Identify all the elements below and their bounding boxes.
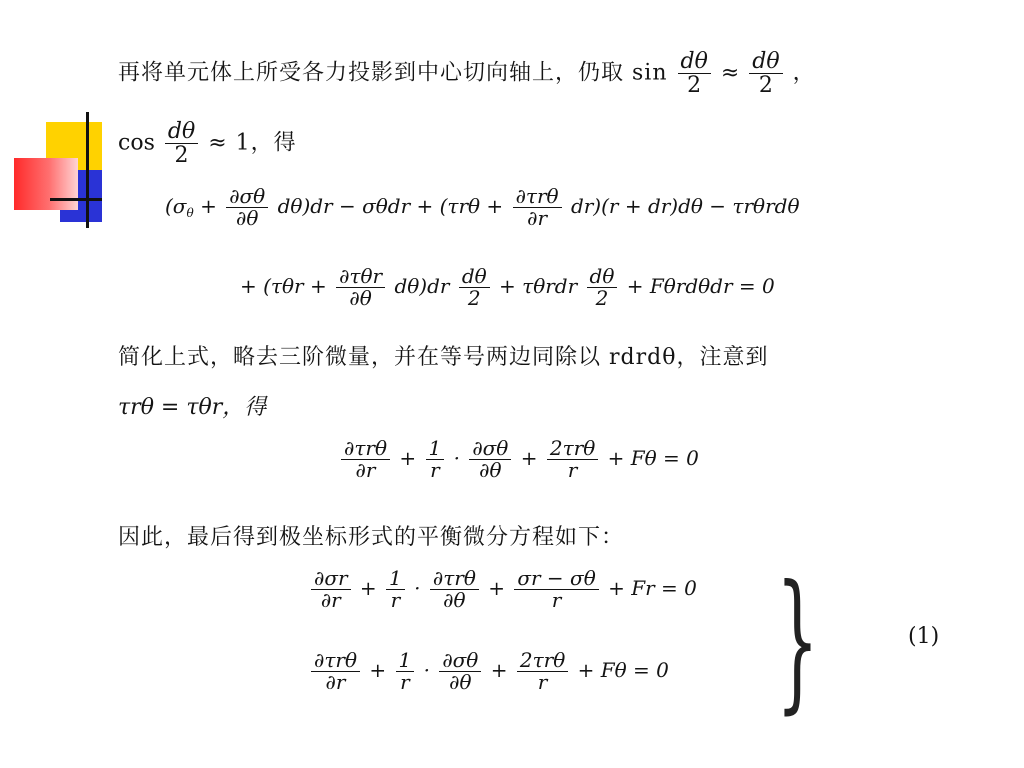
system-equation-1 bbox=[308, 568, 697, 611]
fraction-denominator: ∂r bbox=[527, 206, 548, 230]
fraction-numerator: ∂τθr bbox=[336, 266, 385, 288]
eq3-fraction-4 bbox=[547, 438, 598, 481]
text-line-5: 因此，最后得到极坐标形式的平衡微分方程如下： bbox=[118, 525, 625, 550]
sys1-plus-2: + bbox=[488, 576, 505, 600]
sys2-tail: + Fθ = 0 bbox=[577, 658, 669, 682]
eq1-plus: + bbox=[200, 194, 217, 218]
fraction-denominator: 2 bbox=[758, 73, 773, 99]
sys2-plus-1: + bbox=[369, 658, 387, 682]
equation-number: (1) bbox=[908, 624, 940, 649]
fraction-numerator: dθ bbox=[678, 50, 711, 74]
fraction-denominator: ∂θ bbox=[479, 458, 502, 482]
fraction-denominator: 2 bbox=[174, 143, 189, 169]
fraction-numerator: 2τrθ bbox=[547, 438, 598, 460]
sys1-fraction-3 bbox=[430, 568, 479, 611]
fraction-denominator: r bbox=[400, 670, 410, 694]
eq1-part-c: dθ)dr − σθdr + (τrθ + bbox=[277, 194, 504, 218]
sys1-dot: · bbox=[414, 576, 421, 600]
eq2-part-a: + (τθr + bbox=[240, 274, 327, 298]
equation-1 bbox=[165, 186, 800, 229]
fraction-numerator: σr − σθ bbox=[514, 568, 598, 590]
sys1-tail: + Fr = 0 bbox=[608, 576, 697, 600]
fraction-numerator: ∂σθ bbox=[439, 650, 481, 672]
fraction-numerator: ∂τrθ bbox=[341, 438, 390, 460]
eq2-part-d: + Fθrdθdr = 0 bbox=[626, 274, 775, 298]
eq1-part-d: dr)(r + dr)dθ − τrθrdθ bbox=[570, 194, 800, 218]
approx-one-text: ≈ 1，得 bbox=[208, 130, 297, 156]
eq3-plus-1: + bbox=[399, 446, 417, 470]
fraction-denominator: ∂θ bbox=[349, 286, 372, 310]
eq2-fraction-2 bbox=[459, 266, 490, 309]
sys2-fraction-2 bbox=[396, 650, 415, 693]
fraction-dtheta-over-2-c bbox=[165, 120, 198, 167]
eq3-plus-2: + bbox=[520, 446, 538, 470]
equation-3 bbox=[338, 438, 699, 481]
text-line-2 bbox=[118, 120, 297, 167]
text-line-1 bbox=[118, 50, 815, 97]
eq1-part-a: (σ bbox=[165, 194, 187, 218]
text-line-4: τrθ = τθr，得 bbox=[118, 395, 267, 420]
fraction-numerator: ∂σr bbox=[311, 568, 351, 590]
fraction-denominator: r bbox=[390, 588, 401, 612]
fraction-denominator: r bbox=[537, 670, 548, 694]
fraction-numerator: ∂τrθ bbox=[311, 650, 360, 672]
eq2-fraction-1 bbox=[336, 266, 385, 309]
comma: ， bbox=[792, 60, 815, 86]
sys1-fraction-1 bbox=[311, 568, 351, 611]
fraction-numerator: 1 bbox=[396, 650, 415, 672]
fraction-dtheta-over-2 bbox=[678, 50, 711, 97]
fraction-numerator: 1 bbox=[386, 568, 405, 590]
fraction-numerator: dθ bbox=[459, 266, 490, 288]
system-brace: } bbox=[776, 554, 819, 728]
fraction-numerator: ∂σθ bbox=[226, 186, 268, 208]
eq3-tail: + Fθ = 0 bbox=[607, 446, 699, 470]
eq2-part-b: dθ)dr bbox=[394, 274, 450, 298]
fraction-numerator: 2τrθ bbox=[517, 650, 568, 672]
eq2-part-c: + τθrdr bbox=[499, 274, 578, 298]
sys2-fraction-1 bbox=[311, 650, 360, 693]
fraction-numerator: dθ bbox=[165, 120, 198, 144]
fraction-numerator: ∂τrθ bbox=[513, 186, 562, 208]
sys1-plus-1: + bbox=[359, 576, 377, 600]
sys2-dot: · bbox=[423, 658, 430, 682]
eq3-fraction-3 bbox=[469, 438, 511, 481]
fraction-denominator: ∂θ bbox=[236, 206, 259, 230]
sys2-fraction-3 bbox=[439, 650, 481, 693]
eq1-fraction-1 bbox=[226, 186, 268, 229]
fraction-denominator: 2 bbox=[687, 73, 702, 99]
eq2-fraction-3 bbox=[587, 266, 618, 309]
eq3-dot: · bbox=[453, 446, 460, 470]
eq1-subscript: θ bbox=[186, 206, 194, 220]
eq3-fraction-2 bbox=[426, 438, 445, 481]
decor-red-square bbox=[14, 158, 78, 210]
sys1-fraction-4 bbox=[514, 568, 598, 611]
fraction-denominator: ∂θ bbox=[449, 670, 472, 694]
fraction-denominator: r bbox=[551, 588, 562, 612]
fraction-denominator: ∂r bbox=[355, 458, 376, 482]
fraction-denominator: ∂θ bbox=[443, 588, 466, 612]
cos-label: cos bbox=[118, 130, 155, 156]
fraction-numerator: 1 bbox=[426, 438, 445, 460]
sys1-fraction-2 bbox=[386, 568, 405, 611]
fraction-denominator: 2 bbox=[595, 286, 609, 310]
paragraph-1-text: 再将单元体上所受各力投影到中心切向轴上，仍取 sin bbox=[118, 60, 668, 86]
fraction-numerator: ∂τrθ bbox=[430, 568, 479, 590]
fraction-numerator: dθ bbox=[587, 266, 618, 288]
fraction-dtheta-over-2-b bbox=[749, 50, 782, 97]
eq1-fraction-2 bbox=[513, 186, 562, 229]
decor-vertical-line bbox=[86, 112, 89, 228]
fraction-denominator: r bbox=[430, 458, 440, 482]
fraction-denominator: ∂r bbox=[325, 670, 346, 694]
system-equation-2 bbox=[308, 650, 669, 693]
decor-horizontal-line bbox=[50, 198, 102, 201]
equation-2 bbox=[240, 266, 775, 309]
fraction-numerator: ∂σθ bbox=[469, 438, 511, 460]
text-line-3: 简化上式，略去三阶微量，并在等号两边同除以 rdrdθ，注意到 bbox=[118, 345, 769, 370]
eq3-fraction-1 bbox=[341, 438, 390, 481]
sys2-fraction-4 bbox=[517, 650, 568, 693]
fraction-numerator: dθ bbox=[749, 50, 782, 74]
sys2-plus-2: + bbox=[490, 658, 508, 682]
fraction-denominator: r bbox=[567, 458, 578, 482]
fraction-denominator: 2 bbox=[467, 286, 481, 310]
fraction-denominator: ∂r bbox=[320, 588, 341, 612]
approx-symbol: ≈ bbox=[720, 60, 740, 86]
